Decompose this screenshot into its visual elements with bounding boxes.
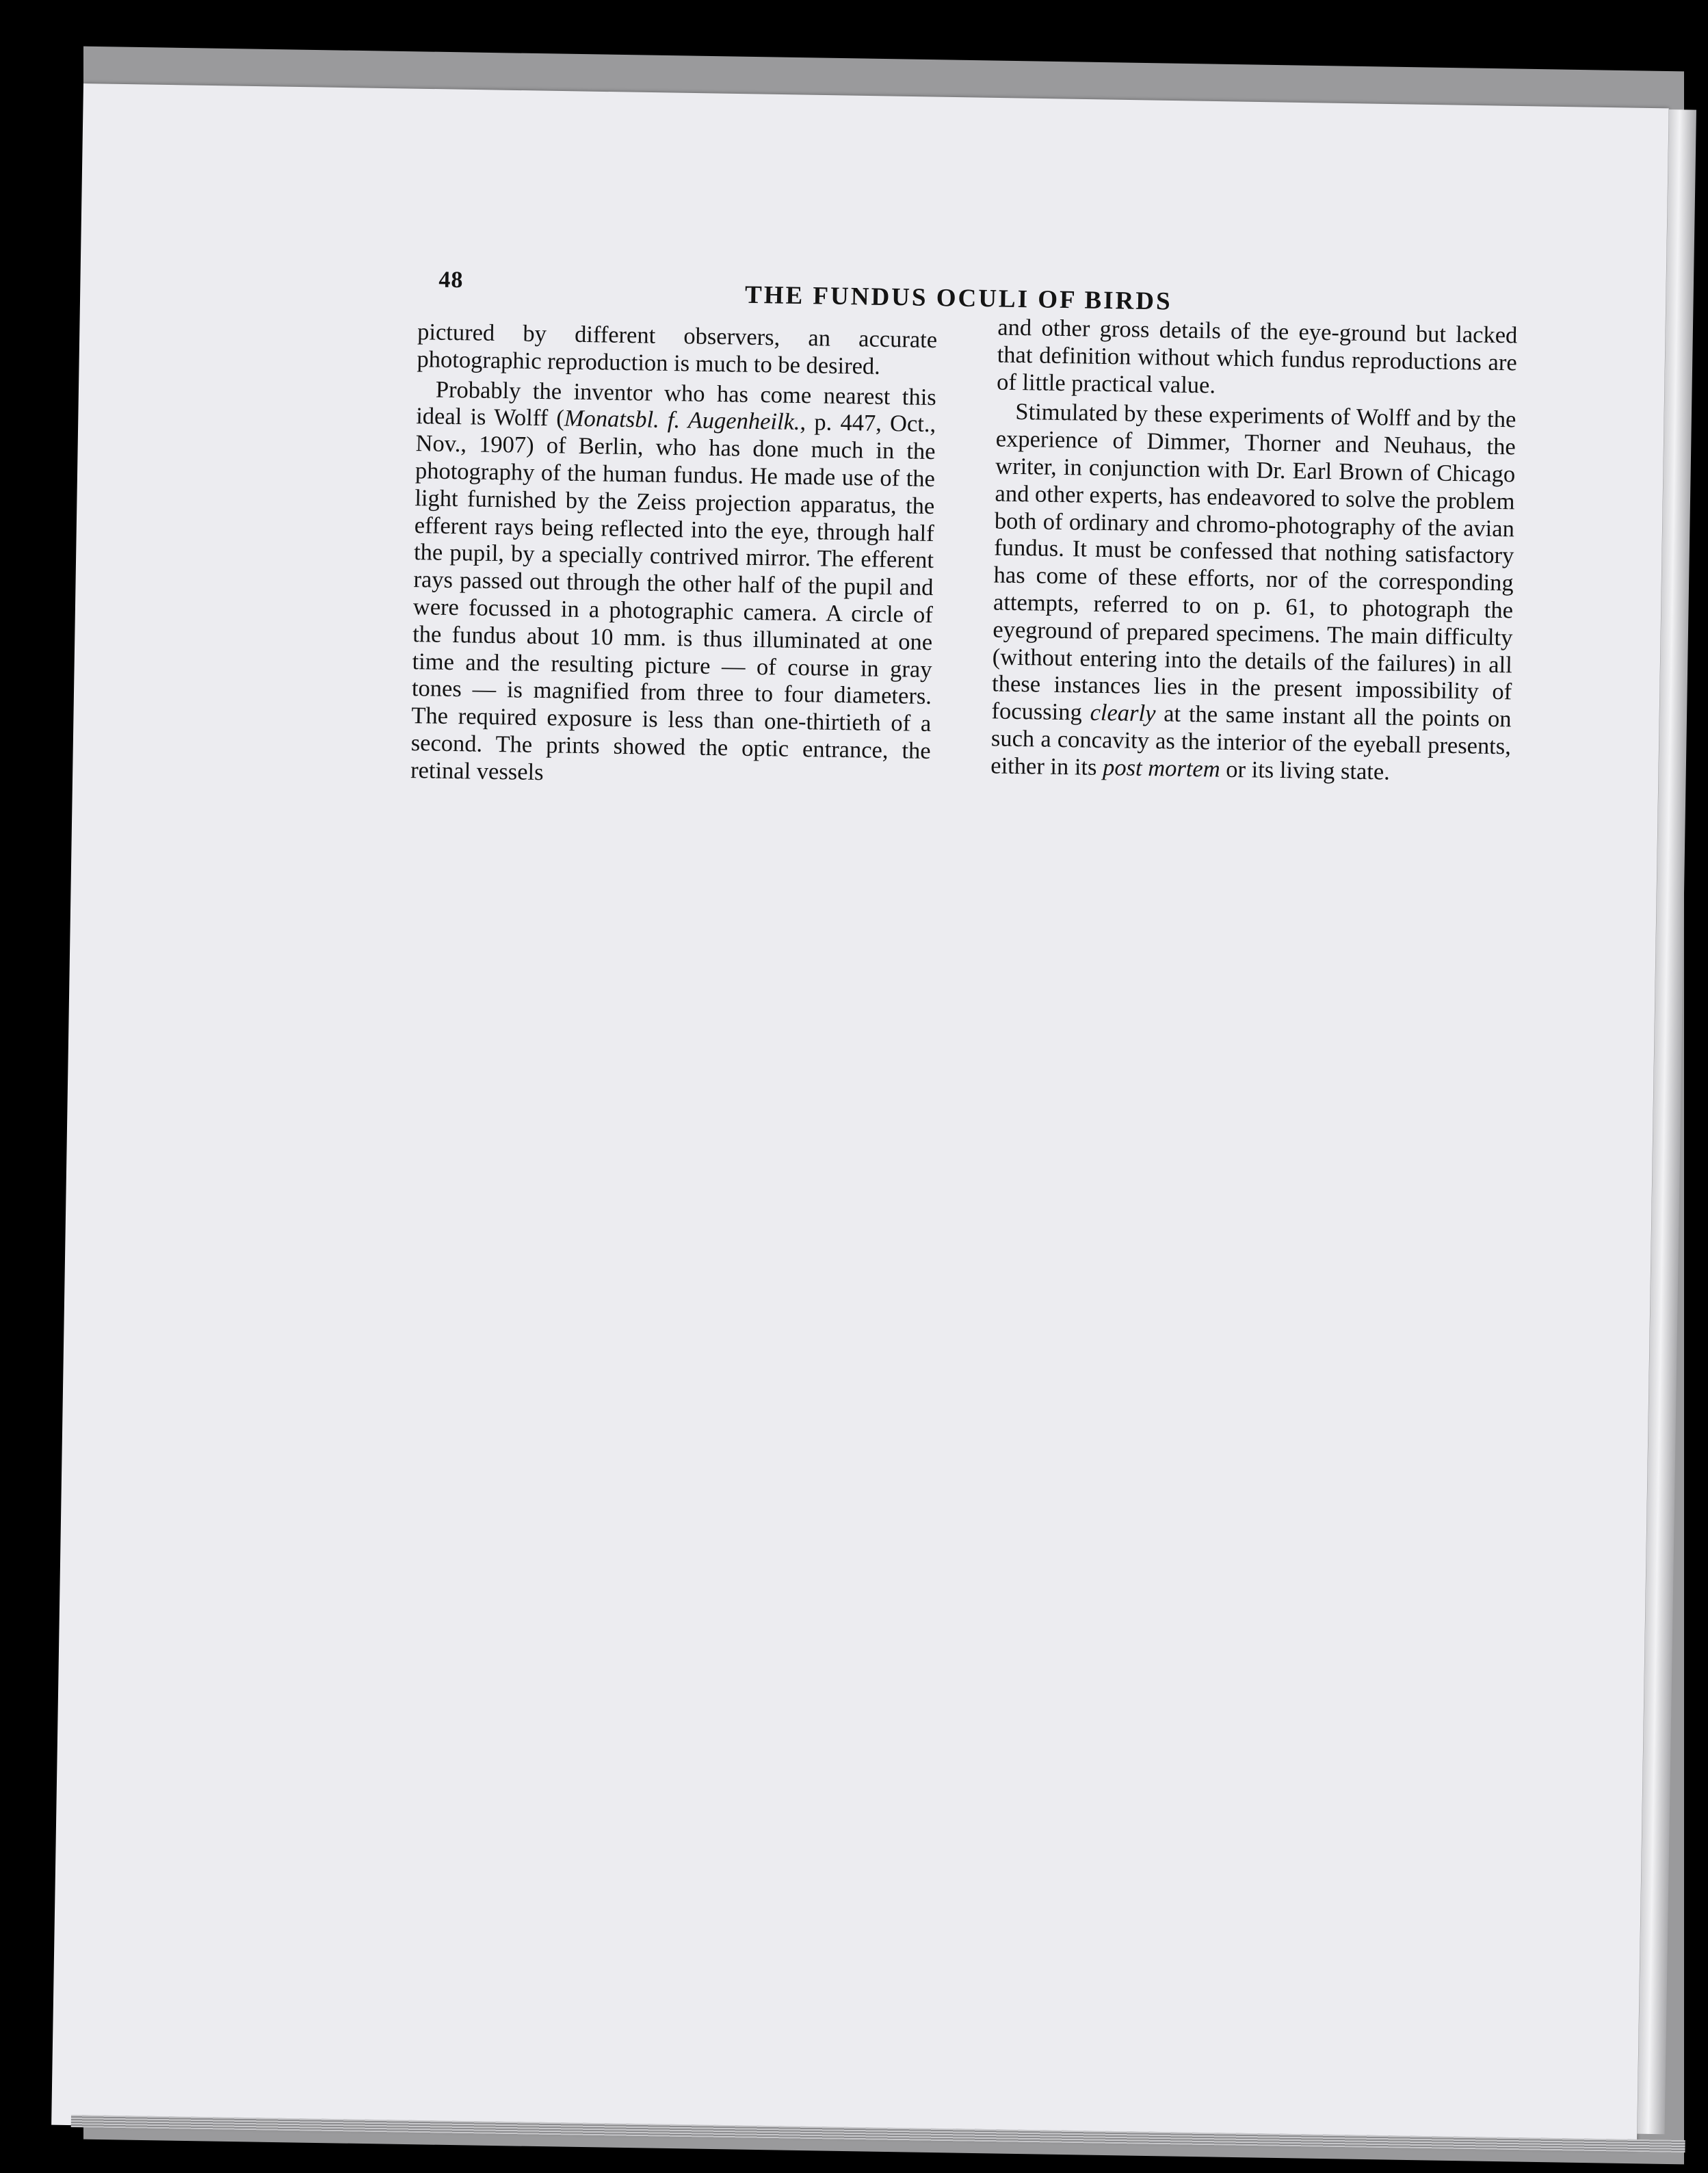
italic-citation: Monatsbl. f. Augenheilk. (564, 405, 800, 436)
text-run: Stimulated by these experiments of Wolff and by the experience of Dimmer, Thorner and Neuhaus, the writer, in conjunction with Dr. Earl Brown of Chicago and other experts, has endeavored to solve the problem both of ordinary and chromo-photography of the avian fundus. It must be confessed that nothing satisfactory has come of these efforts, nor of the corresponding attempts, referred to on p. 61, to photograph the eyeground of prepared specimens. The main difficulty (without entering into the details of the failures) in all these instances lies in the present impossibility of focussing (991, 399, 1516, 726)
left-column (410, 319, 938, 792)
paragraph: pictured by different observers, an accurate photographic reproduction is much to be desired. (417, 319, 938, 380)
right-column (990, 314, 1518, 787)
italic-emphasis: clearly (1090, 699, 1156, 727)
paragraph (410, 376, 936, 793)
text-run: , p. 447, Oct., Nov., 1907) of Berlin, who has done much in the photography of the human fundus. He made use of the light furnished by the Zeiss projection apparatus, the efferent rays being reflected into the eye, through half the pupil, by a specially contrived mirror. The efferent rays passed out through the other half of the pupil and were focussed in a photographic camera. A circle of the fundus about 10 mm. is thus illuminated at one time and the resulting picture — of course in gray tones — is magnified from three to four diameters. The required exposure is less than one-thirtieth of a second. The prints showed the optic entrance, the retinal vessels (410, 409, 936, 785)
italic-emphasis: post mortem (1102, 754, 1220, 782)
paragraph (990, 399, 1516, 788)
text-run: Probably the inventor who has come nearest this ideal is Wolff ( (415, 376, 937, 432)
running-title: THE FUNDUS OCULI OF BIRDS (744, 280, 1172, 316)
page-number: 48 (438, 267, 464, 293)
text-run: or its living state. (1220, 756, 1391, 785)
paragraph: and other gross details of the eye-ground but lacked that definition without which fundus reproductions are of little practical value. (996, 314, 1518, 399)
text-run: at the same instant all the points on such a concavity as the interior of the eyeball presents, either in its (990, 700, 1512, 780)
